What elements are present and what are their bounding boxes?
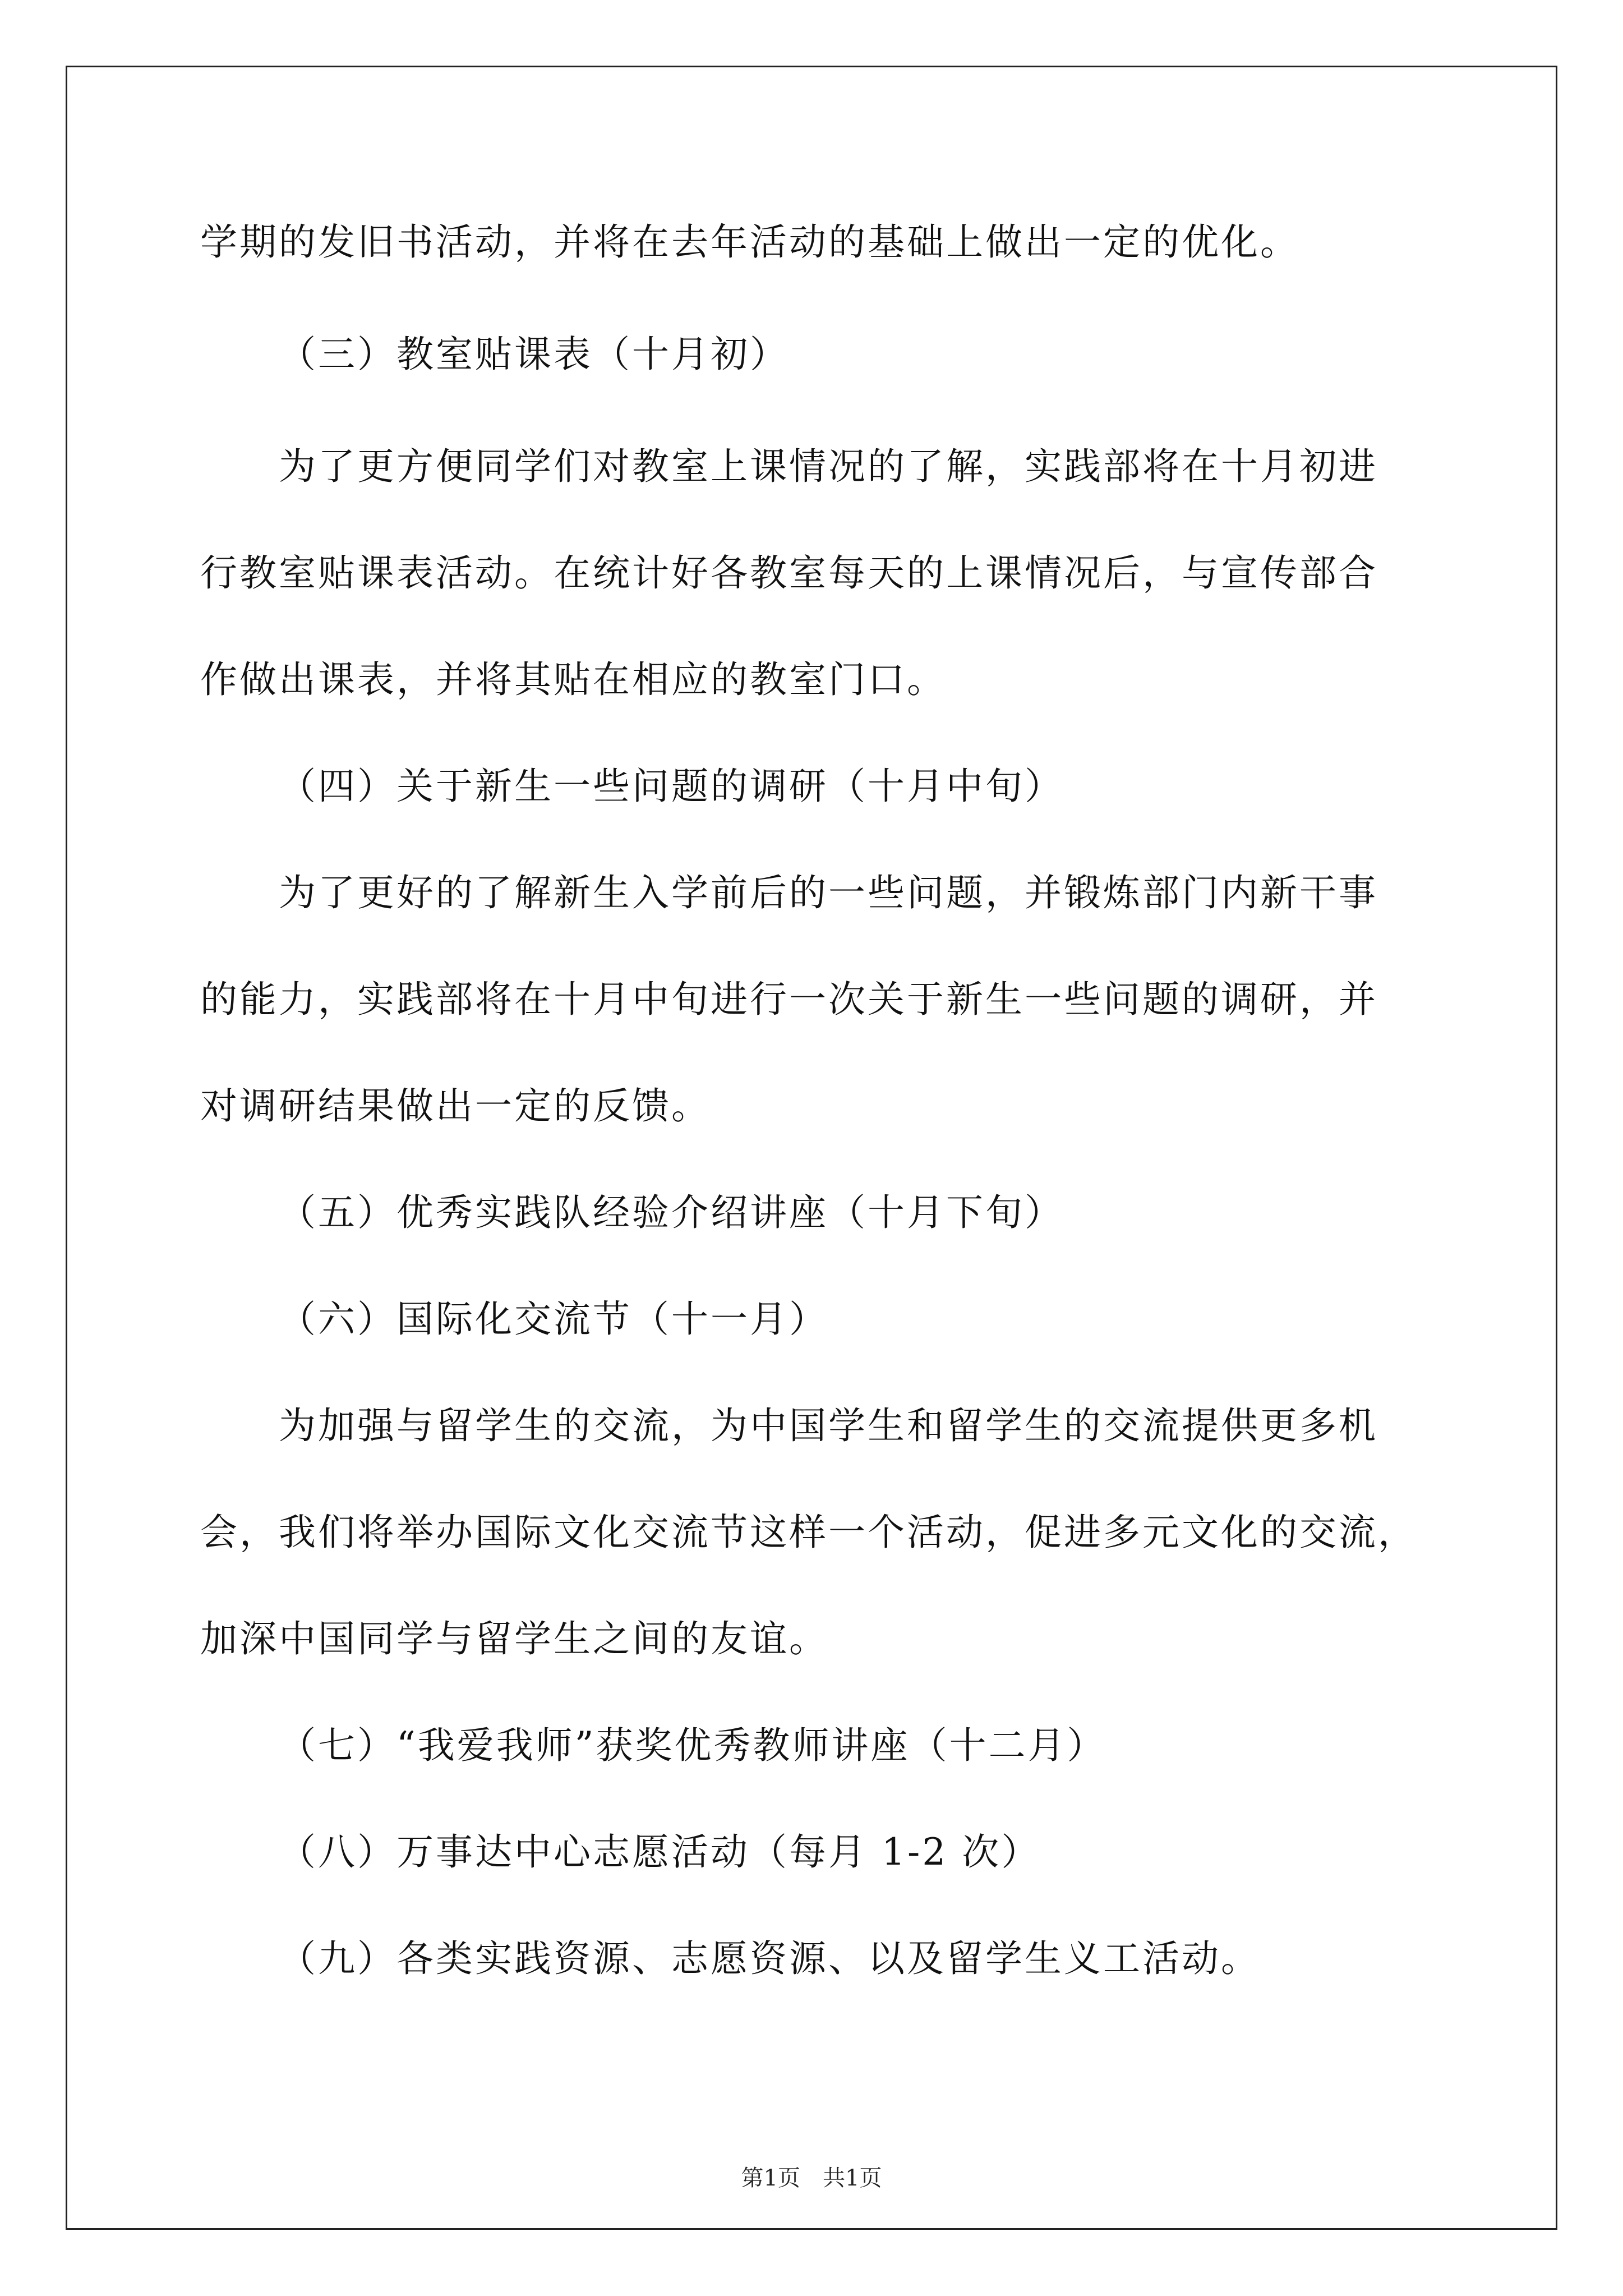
- paragraph-line: 作做出课表，并将其贴在相应的教室门口。: [200, 658, 946, 701]
- paragraph-line: 对调研结果做出一定的反馈。: [200, 1084, 711, 1128]
- paragraph-line: 加深中国同学与留学生之间的友谊。: [200, 1617, 828, 1660]
- section-heading: （九）各类实践资源、志愿资源、以及留学生义工活动。: [279, 1937, 1260, 1980]
- paragraph-line: 学期的发旧书活动，并将在去年活动的基础上做出一定的优化。: [200, 220, 1299, 264]
- section-heading: （六）国际化交流节（十一月）: [279, 1297, 828, 1341]
- section-heading: （七）“我爱我师”获奖优秀教师讲座（十二月）: [279, 1724, 1106, 1767]
- paragraph-line: 会，我们将举办国际文化交流节这样一个活动，促进多元文化的交流，: [200, 1511, 1417, 1554]
- paragraph-line: 为加强与留学生的交流，为中国学生和留学生的交流提供更多机: [279, 1404, 1378, 1447]
- section-heading: （五）优秀实践队经验介绍讲座（十月下旬）: [279, 1191, 1064, 1234]
- paragraph-line: 的能力，实践部将在十月中旬进行一次关于新生一些问题的调研，并: [200, 978, 1378, 1021]
- section-heading: （三）教室贴课表（十月初）: [279, 333, 789, 376]
- page-footer: 第1页 共1页: [741, 2165, 882, 2191]
- paragraph-line: 为了更好的了解新生入学前后的一些问题，并锻炼部门内新干事: [279, 871, 1378, 914]
- paragraph-line: 行教室贴课表活动。在统计好各教室每天的上课情况后，与宣传部合: [200, 551, 1378, 595]
- section-heading: （八）万事达中心志愿活动（每月 1-2 次）: [279, 1830, 1041, 1874]
- section-heading: （四）关于新生一些问题的调研（十月中旬）: [279, 765, 1064, 808]
- page-border: [66, 66, 1557, 2230]
- paragraph-line: 为了更方便同学们对教室上课情况的了解，实践部将在十月初进: [279, 445, 1378, 488]
